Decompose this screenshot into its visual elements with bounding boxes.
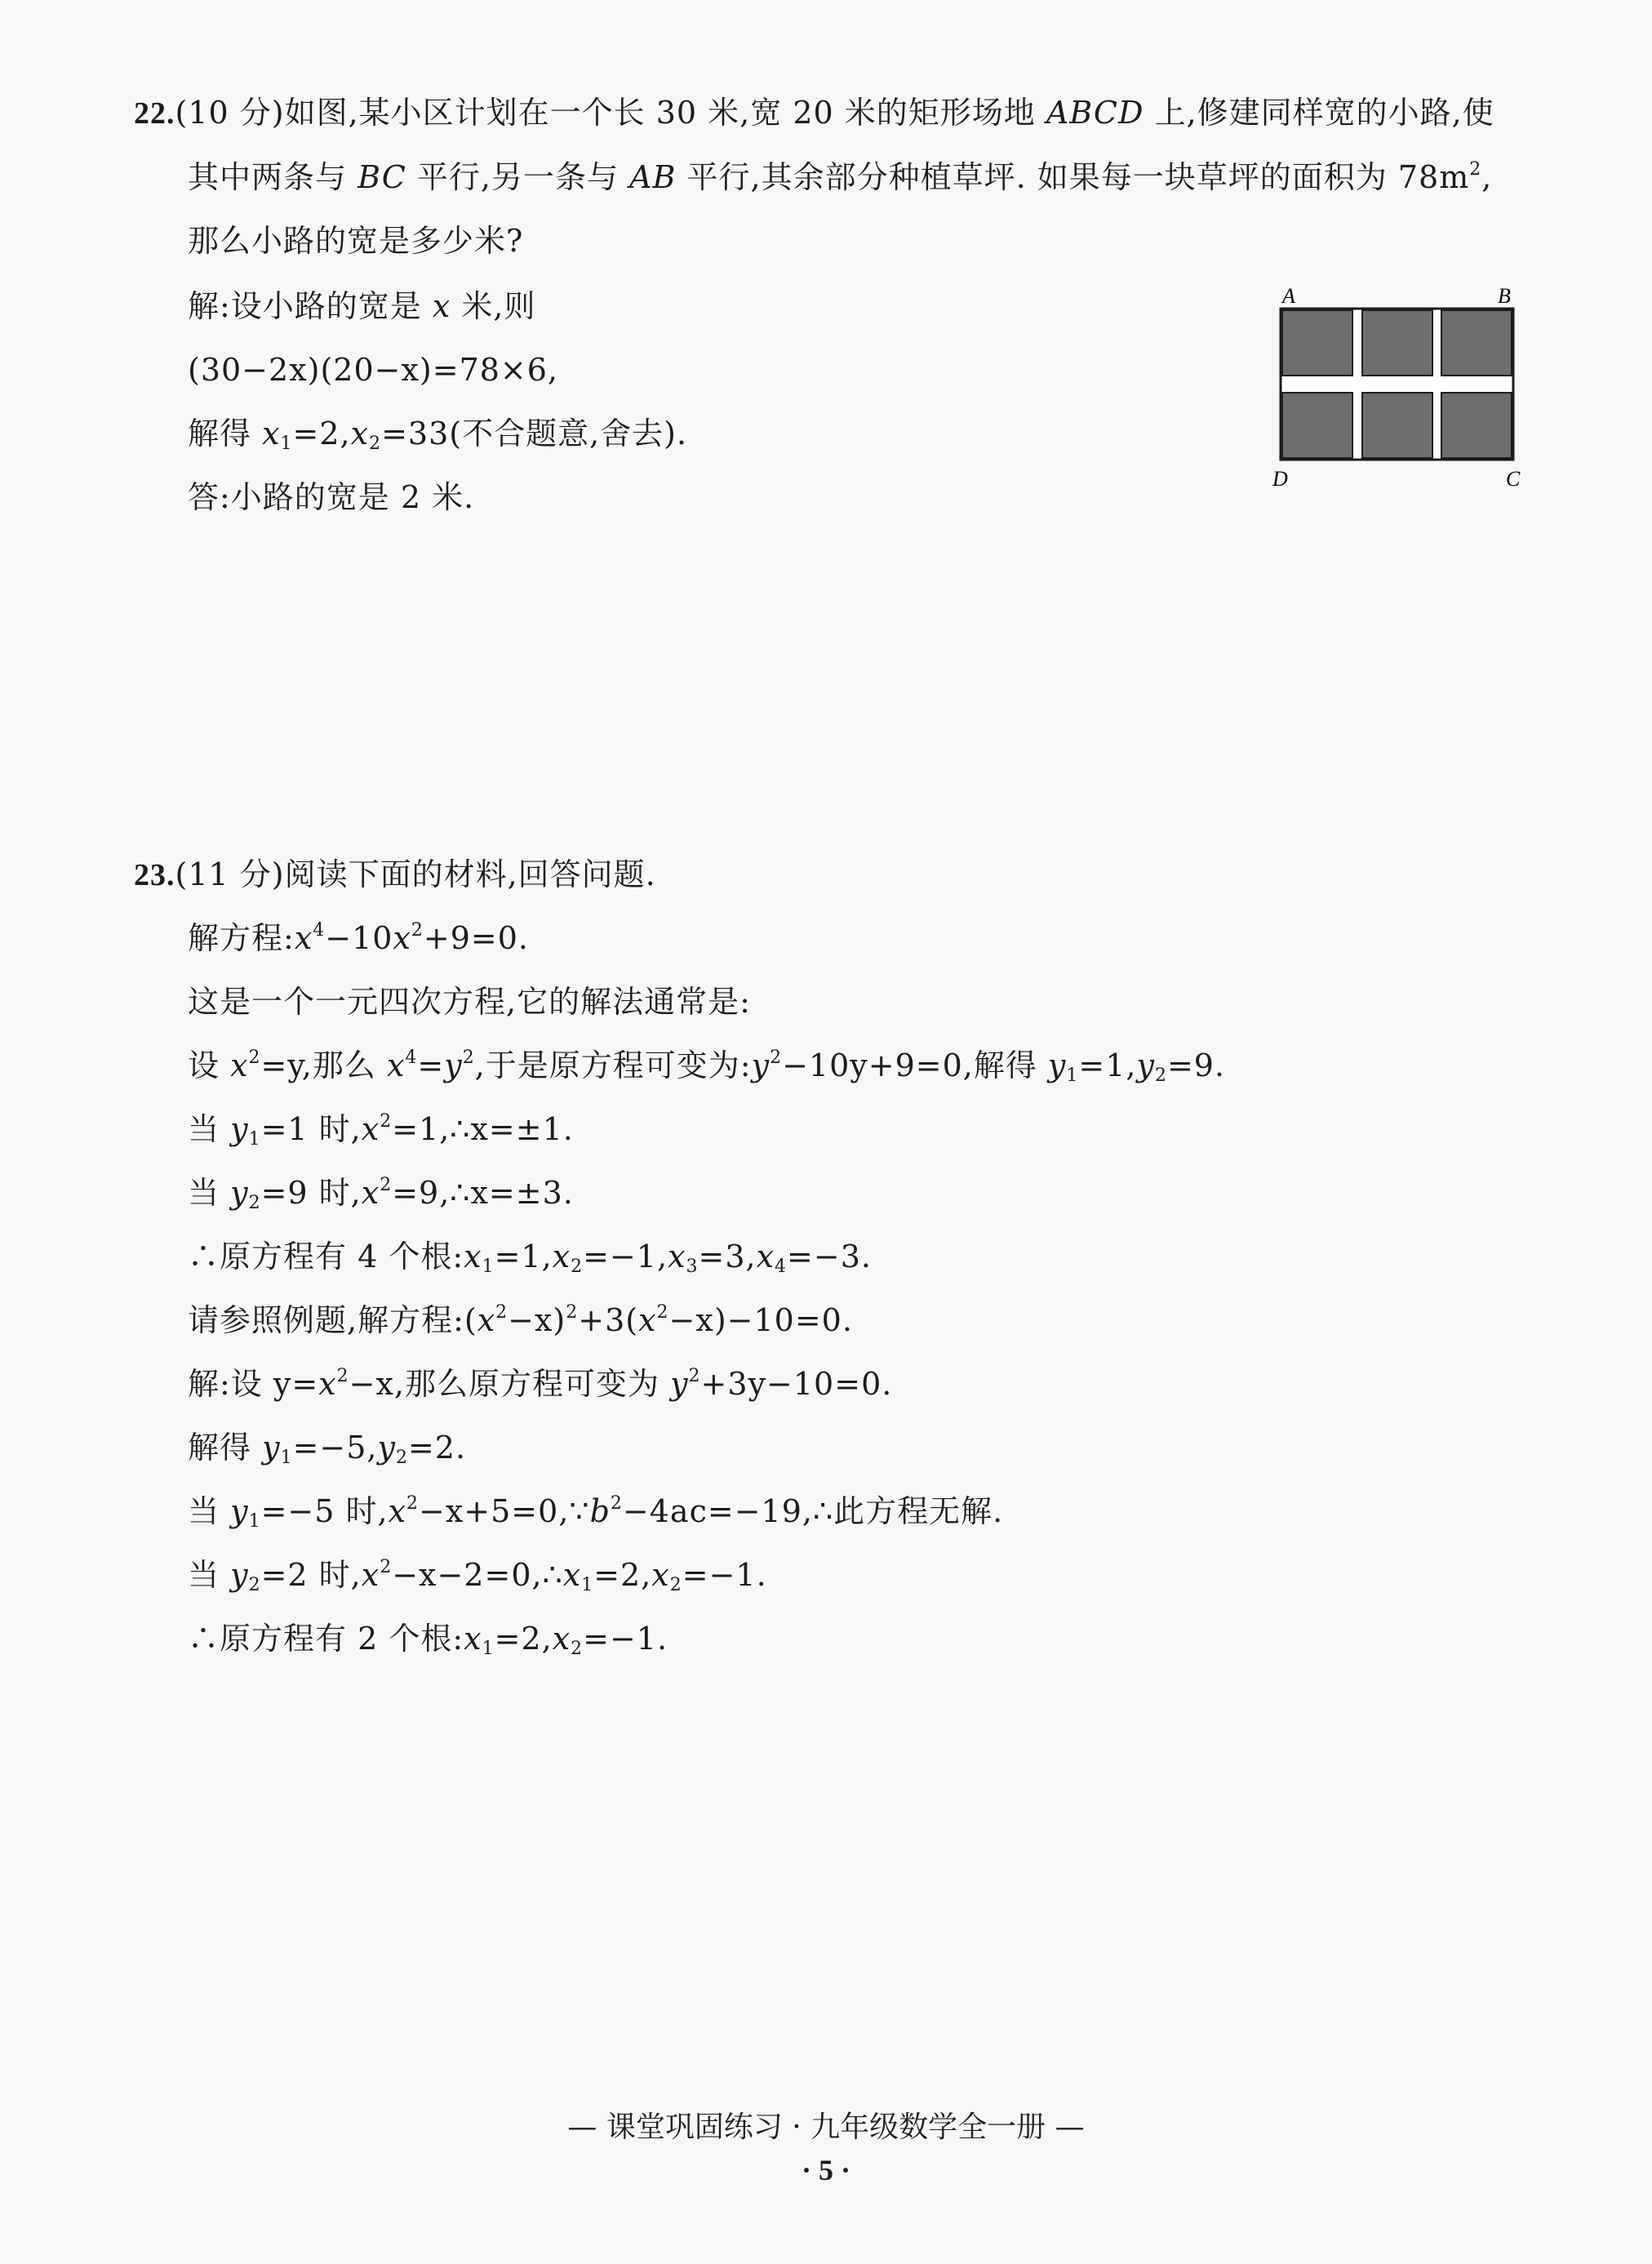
q23-line-2: 这是一个一元四次方程,它的解法通常是: xyxy=(188,984,751,1020)
q23-text: ,于是原方程可变为: xyxy=(474,1047,752,1083)
q23-text: 解得 xyxy=(188,1430,263,1466)
q23-text: −10 xyxy=(325,920,393,956)
page-number: · 5 · xyxy=(801,2154,850,2186)
q23-text: =2, xyxy=(593,1557,652,1593)
lawn-block xyxy=(1441,393,1512,458)
q23-text: =y,那么 xyxy=(260,1047,387,1083)
q22-stem-text: AB xyxy=(629,159,677,195)
lawn-figure xyxy=(1261,282,1530,494)
q22-stem-text: 2 xyxy=(1469,159,1482,180)
q23-text: =1,∴x=±1. xyxy=(392,1111,574,1147)
label-d: D xyxy=(1272,467,1288,491)
q23-line-4: 当 $y_1=1$ 时$,x^2=1,\therefore x=\pm 1$. xyxy=(188,1111,574,1150)
q22-stem-line-3: 那么小路的宽是多少米? xyxy=(188,223,524,259)
q23-number: 23. xyxy=(134,858,175,892)
q23-text: =9. xyxy=(1166,1047,1226,1083)
q23-line-7: 请参照例题,解方程$:(x^2-x)^2+3(x^2-x)-10=0$. xyxy=(188,1302,853,1338)
q22-score: (10 分) xyxy=(175,95,285,131)
q23-line-12: ∴原方程有 2 个根$:x_1=2,x_2=-1$. xyxy=(188,1621,668,1659)
lawn-block xyxy=(1362,310,1432,376)
q23-text: =−1. xyxy=(682,1557,767,1593)
q22-stem-text: 上,修建同样宽的小路,使 xyxy=(1144,95,1494,131)
q23-text: −x) xyxy=(508,1302,566,1338)
q22-solution-line-3: 解得 $x_1=2,x_2=33$(不合题意,舍去). xyxy=(188,416,688,454)
q23-line-8: 解:设 $y=x^2-x$,那么原方程可变为 $y^2+3y-10=0$. xyxy=(188,1366,893,1402)
q22-stem-text: 其中两条与 xyxy=(188,159,358,195)
q22-stem-text: 平行,其余部分种植草坪. 如果每一块草坪的面积为 78m xyxy=(676,159,1470,195)
q22-stem-text: 平行,另一条与 xyxy=(406,159,630,195)
lawn-block xyxy=(1362,393,1432,458)
q23-text: =−5 时, xyxy=(260,1493,389,1529)
q22-solution-text: =33(不合题意,舍去). xyxy=(381,416,688,451)
label-c: C xyxy=(1506,467,1521,491)
q23-text: 解方程: xyxy=(188,920,295,956)
q22-solution-text: =2, xyxy=(292,416,351,451)
q23-text: =2. xyxy=(407,1430,467,1466)
q23-text: −4ac=−19,∴此方程无解. xyxy=(622,1493,1004,1529)
q23-text: =1, xyxy=(1078,1047,1137,1083)
q23-text: −x,那么原方程可变为 xyxy=(349,1366,671,1402)
q23-text: 解:设 y= xyxy=(188,1366,319,1402)
lawn-block xyxy=(1282,393,1352,458)
q23-text: 当 xyxy=(188,1175,231,1211)
lawn-block xyxy=(1441,310,1512,376)
q23-line-5: 当 $y_2=9$ 时$,x^2=9,\therefore x=\pm 3$. xyxy=(188,1175,574,1213)
q23-text: 当 xyxy=(188,1111,231,1147)
q23-text: +9=0. xyxy=(423,920,530,956)
q22-answer-line: 答:小路的宽是 2 米. xyxy=(188,479,475,515)
q22-solution-line-1 xyxy=(188,286,536,327)
q23-text: +3( xyxy=(578,1302,639,1338)
q22-stem-text: 如图,某小区计划在一个长 30 米,宽 20 米的矩形场地 xyxy=(284,95,1046,131)
q23-text: =−3. xyxy=(787,1239,872,1274)
q23-text: =2 时, xyxy=(260,1557,362,1593)
label-b: B xyxy=(1498,284,1511,308)
q23-text: −x)−10=0. xyxy=(668,1302,853,1338)
q23-text: +3y−10=0. xyxy=(700,1366,893,1402)
label-a: A xyxy=(1282,284,1295,308)
q23-stem-text: 阅读下面的材料,回答问题. xyxy=(284,856,656,892)
footer-title: — 课堂巩固练习 · 九年级数学全一册 — xyxy=(567,2111,1085,2144)
q22-stem-text: , xyxy=(1481,159,1493,195)
q23-text: =−1. xyxy=(583,1621,668,1657)
q22-solution-text: 解得 xyxy=(188,416,263,451)
q23-text: =2, xyxy=(494,1621,553,1657)
q23-line-9: 解得 $y_1=-5,y_2=2$. xyxy=(188,1430,467,1468)
q23-text: −10y+9=0,解得 xyxy=(782,1047,1048,1083)
q22-solution-text: 米,则 xyxy=(451,288,536,324)
q22-solution-line-2: (30−2x)(20−x)=78×6, xyxy=(188,352,559,388)
q23-text: ∴原方程有 2 个根: xyxy=(188,1621,464,1657)
q23-line-11: 当 $y_2=2$ 时$,x^2-x-2=0,\therefore x_1=2,x_2=-1$. xyxy=(188,1557,767,1595)
q23-line-3: 设 $x^2=y$,那么 $x^4=y^2$,于是原方程可变为$:y^2-10y+9=0$,解得 $y_1=1,y_2=9$. xyxy=(188,1047,1226,1086)
q23-line-1: 解方程$:x^4-10x^2+9=0$. xyxy=(188,920,530,956)
q23-line-6: ∴原方程有 4 个根$:x_1=1,x_2=-1,x_3=3,x_4=-3$. xyxy=(188,1239,872,1277)
q23-text: =9,∴x=±3. xyxy=(392,1175,574,1211)
q22-stem-line-2 xyxy=(188,157,1492,198)
q23-stem-line xyxy=(134,854,656,896)
q23-text: =9 时, xyxy=(260,1175,362,1211)
q23-text: =3, xyxy=(698,1239,757,1274)
q23-text: 当 xyxy=(188,1557,231,1593)
q23-text: 当 xyxy=(188,1493,231,1529)
q22-number: 22. xyxy=(134,96,175,131)
lawn-block xyxy=(1282,310,1352,376)
q23-text: =−1, xyxy=(583,1239,668,1274)
q23-text: = xyxy=(417,1047,445,1083)
q23-text: =−5, xyxy=(292,1430,378,1466)
q23-text: =1 时, xyxy=(260,1111,362,1147)
q23-text: −x+5=0,∵ xyxy=(419,1493,590,1529)
q22-solution-text: 解:设小路的宽是 xyxy=(188,288,433,324)
q23-line-10: 当 $y_1=-5$ 时$,x^2-x+5=0,\because b^2-4ac=-19,\therefore$此方程无解. xyxy=(188,1493,1004,1532)
q22-stem-text: ABCD xyxy=(1046,95,1144,131)
q23-score: (11 分) xyxy=(175,856,285,892)
q23-text: ∴原方程有 4 个根: xyxy=(188,1239,464,1274)
q22-stem-line-1 xyxy=(134,92,1494,134)
q23-text: −x−2=0,∴ xyxy=(392,1557,563,1593)
q23-text: =1, xyxy=(494,1239,553,1274)
q22-solution-text: x xyxy=(432,288,451,324)
q23-text: 请参照例题,解方程:( xyxy=(188,1302,477,1338)
q23-text: 设 xyxy=(188,1047,231,1083)
q22-stem-text: BC xyxy=(357,159,406,195)
